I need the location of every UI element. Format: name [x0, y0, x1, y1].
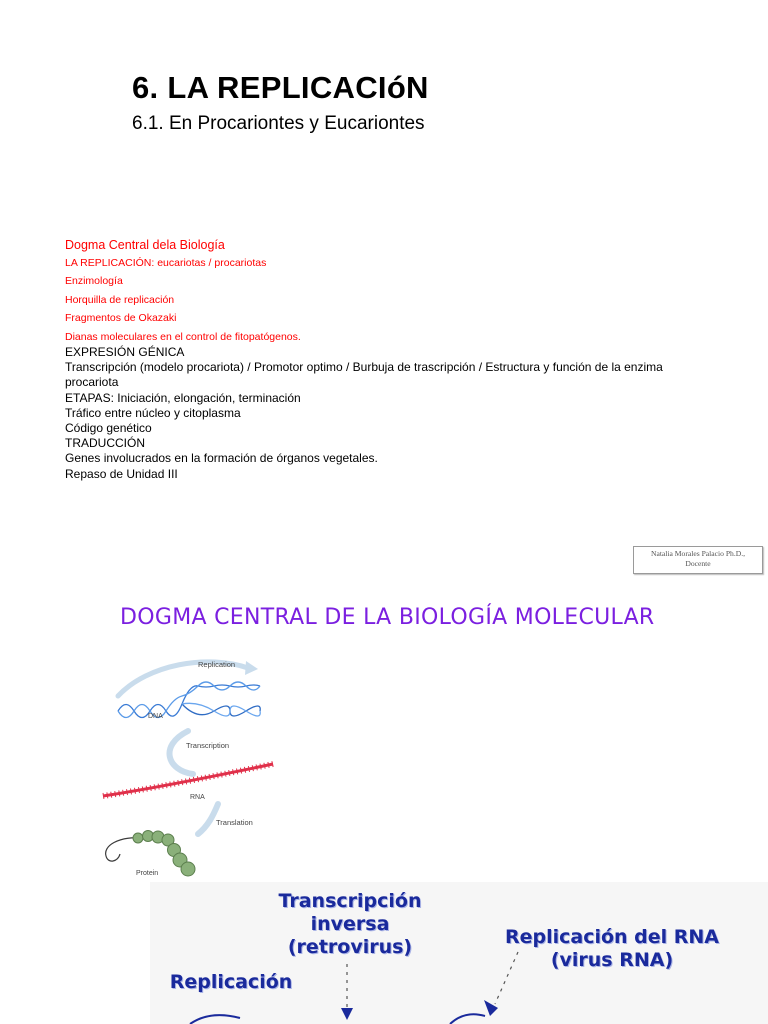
rna-replication-line2: (virus RNA) — [550, 949, 674, 971]
red-topic-list — [65, 238, 301, 349]
replication-label: Replication — [198, 660, 236, 669]
rna-strand — [103, 764, 273, 796]
signature-box — [633, 546, 763, 574]
translation-label: Translation — [216, 818, 253, 827]
rna-replication-arrow — [495, 952, 518, 1004]
rna-replication-arrowhead — [484, 1000, 498, 1016]
black-topic-item: Repaso de Unidad III — [65, 466, 178, 481]
black-topic-item: Transcripción (modelo procariota) / Promotor optimo / Burbuja de trascripción / Estructura y función de la enzima procariota — [65, 360, 663, 390]
dna-helix — [118, 682, 260, 718]
black-topic-item: Tráfico entre núcleo y citoplasma — [65, 405, 241, 420]
signature-role: Docente — [685, 559, 711, 568]
red-topic-item: Enzimología — [65, 275, 123, 288]
black-topic-item: TRADUCCIÓN — [65, 436, 145, 451]
reverse-transcription-arrowhead — [341, 1008, 353, 1020]
replication-label-lower: Replicación — [169, 971, 293, 993]
rna-label: RNA — [190, 794, 205, 801]
reverse-transcription-line3: (retrovirus) — [287, 936, 413, 958]
lower-dogma-diagram — [150, 882, 768, 1024]
black-topic-item: Código genético — [65, 421, 152, 436]
transcription-label: Transcription — [186, 741, 230, 750]
protein-label: Protein — [136, 870, 159, 877]
transcription-arrow — [169, 731, 193, 774]
page-subtitle: 6.1. En Procariontes y Eucariontes — [132, 113, 425, 134]
dna-label: DNA — [148, 713, 163, 720]
rna-replication-line1: Replicación del RNA — [504, 926, 720, 948]
reverse-transcription-line1: Transcripción — [278, 890, 422, 912]
red-topic-item: Dianas moleculares en el control de fitopatógenos. — [65, 330, 301, 343]
black-topic-item: ETAPAS: Iniciación, elongación, terminación — [65, 390, 301, 405]
red-topic-item: LA REPLICACIÓN: eucariotas / procariotas — [65, 257, 267, 269]
black-topic-item: Genes involucrados en la formación de órganos vegetales. — [65, 451, 378, 466]
rna-arc — [450, 1014, 485, 1024]
signature-name: Natalia Morales Palacio Ph.D., — [650, 549, 746, 558]
red-topic-item: Fragmentos de Okazaki — [65, 312, 177, 325]
central-dogma-diagram — [98, 656, 288, 886]
page-title: 6. LA REPLICACIóN — [132, 70, 429, 105]
replication-arc — [190, 1015, 240, 1024]
red-topic-item: Horquilla de replicación — [65, 293, 175, 306]
black-topic-item: EXPRESIÓN GÉNICA — [65, 345, 185, 359]
black-topic-list — [65, 345, 705, 482]
translation-arrow — [198, 804, 218, 834]
lower-diagram-arrows — [150, 882, 768, 1024]
reverse-transcription-line2: inversa — [310, 913, 390, 935]
section-title: DOGMA CENTRAL DE LA BIOLOGÍA MOLECULAR — [120, 605, 655, 630]
red-topic-item: Dogma Central dela Biología — [65, 238, 225, 252]
